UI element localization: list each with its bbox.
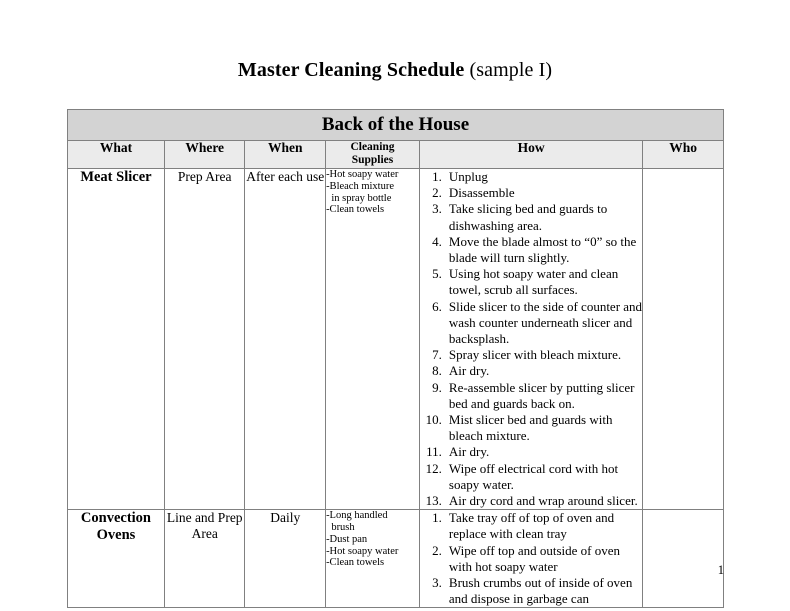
table-header-row xyxy=(68,141,724,169)
column-header-cleaning-supplies-line2: Supplies xyxy=(351,153,394,166)
how-step-number: 13. xyxy=(425,493,442,509)
column-header-where: Where xyxy=(164,141,245,169)
column-header-cleaning-supplies xyxy=(326,141,420,169)
how-step xyxy=(420,299,642,348)
how-step xyxy=(420,380,642,412)
how-step xyxy=(420,347,642,363)
column-header-when: When xyxy=(245,141,326,169)
supply-item: in spray bottle xyxy=(326,192,392,204)
how-step-text: Re-assemble slicer by putting slicer bed and guards back on. xyxy=(448,379,635,411)
how-step-number: 10. xyxy=(425,412,442,428)
how-step xyxy=(420,510,642,542)
column-header-how: How xyxy=(419,141,642,169)
supply-item: -Clean towels xyxy=(326,204,385,216)
row-how xyxy=(419,510,642,608)
cleaning-schedule-table xyxy=(67,109,724,608)
row-when: After each use xyxy=(245,169,326,510)
how-step-number: 11. xyxy=(426,444,442,460)
row-what: Convection Ovens xyxy=(68,510,165,608)
how-step-text: Slide slicer to the side of counter and wash counter underneath slicer and backsplash. xyxy=(448,298,643,347)
how-step-text: Air dry. xyxy=(448,363,490,379)
how-step-text: Move the blade almost to “0” so the blade will turn slightly. xyxy=(448,233,637,266)
row-who xyxy=(643,169,724,510)
how-step xyxy=(420,412,642,444)
row-when: Daily xyxy=(245,510,326,608)
page-title xyxy=(0,58,790,82)
how-step-text: Take slicing bed and guards to dishwashing area. xyxy=(448,201,608,233)
table-banner-row xyxy=(68,110,724,141)
how-step-number: 1. xyxy=(432,510,442,526)
how-step-number: 3. xyxy=(432,201,442,217)
how-step-text: Brush crumbs out of inside of oven and dispose in garbage can xyxy=(448,575,633,607)
row-cleaning-supplies xyxy=(326,169,420,510)
how-step-number: 6. xyxy=(432,298,442,314)
supply-item: -Hot soapy water xyxy=(326,545,399,557)
how-step-text: Using hot soapy water and clean towel, scrub all surfaces. xyxy=(448,266,619,298)
how-step-number: 8. xyxy=(432,363,442,379)
table-row xyxy=(68,169,724,510)
row-where: Line and Prep Area xyxy=(164,510,245,608)
table-banner-title: Back of the House xyxy=(68,110,724,141)
how-step-number: 4. xyxy=(432,233,442,249)
how-step-number: 7. xyxy=(432,347,442,363)
page-title-qualifier: (sample I) xyxy=(469,59,553,81)
how-step xyxy=(420,575,642,607)
how-step xyxy=(420,169,642,185)
column-header-what: What xyxy=(68,141,165,169)
row-where: Prep Area xyxy=(164,169,245,510)
supply-item: -Long handled xyxy=(326,510,388,522)
row-who xyxy=(643,510,724,608)
how-step-number: 9. xyxy=(432,379,442,395)
how-step-number: 2. xyxy=(432,185,442,201)
how-step xyxy=(420,543,642,575)
how-step-number: 3. xyxy=(432,575,442,591)
how-step-text: Air dry cord and wrap around slicer. xyxy=(448,493,638,509)
page-title-main: Master Cleaning Schedule xyxy=(237,59,465,81)
how-step-text: Take tray off of top of oven and replace with clean tray xyxy=(448,510,615,542)
how-step xyxy=(420,493,642,509)
how-step-number: 1. xyxy=(432,169,442,184)
how-step-text: Spray slicer with bleach mixture. xyxy=(448,347,622,363)
row-how xyxy=(419,169,642,510)
how-step-number: 2. xyxy=(432,542,442,558)
how-step-text: Wipe off electrical cord with hot soapy water. xyxy=(448,460,619,492)
how-step xyxy=(420,444,642,460)
column-header-who: Who xyxy=(643,141,724,169)
how-step xyxy=(420,185,642,201)
how-step-text: Unplug xyxy=(448,169,488,184)
how-step-number: 5. xyxy=(432,266,442,282)
row-what: Meat Slicer xyxy=(68,169,165,510)
supply-item: -Dust pan xyxy=(326,533,368,545)
how-step-number: 12. xyxy=(425,460,442,476)
supply-item: -Hot soapy water xyxy=(326,169,399,180)
supply-item: -Bleach mixture xyxy=(326,180,394,192)
supply-item: brush xyxy=(326,522,355,534)
column-header-cleaning-supplies-line1: Cleaning xyxy=(350,141,395,153)
how-step xyxy=(420,234,642,266)
how-step-text: Disassemble xyxy=(448,185,515,201)
how-step-text: Mist slicer bed and guards with bleach mixture. xyxy=(448,412,613,444)
how-step xyxy=(420,266,642,298)
how-step xyxy=(420,363,642,379)
how-steps-list xyxy=(420,510,642,607)
how-steps-list xyxy=(420,169,642,509)
page-number: 1 xyxy=(717,563,724,577)
supply-item: -Clean towels xyxy=(326,557,385,569)
row-cleaning-supplies xyxy=(326,510,420,608)
how-step-text: Wipe off top and outside of oven with hot soapy water xyxy=(448,542,620,574)
table-row xyxy=(68,510,724,608)
how-step xyxy=(420,201,642,233)
how-step xyxy=(420,461,642,493)
how-step-text: Air dry. xyxy=(448,444,490,460)
